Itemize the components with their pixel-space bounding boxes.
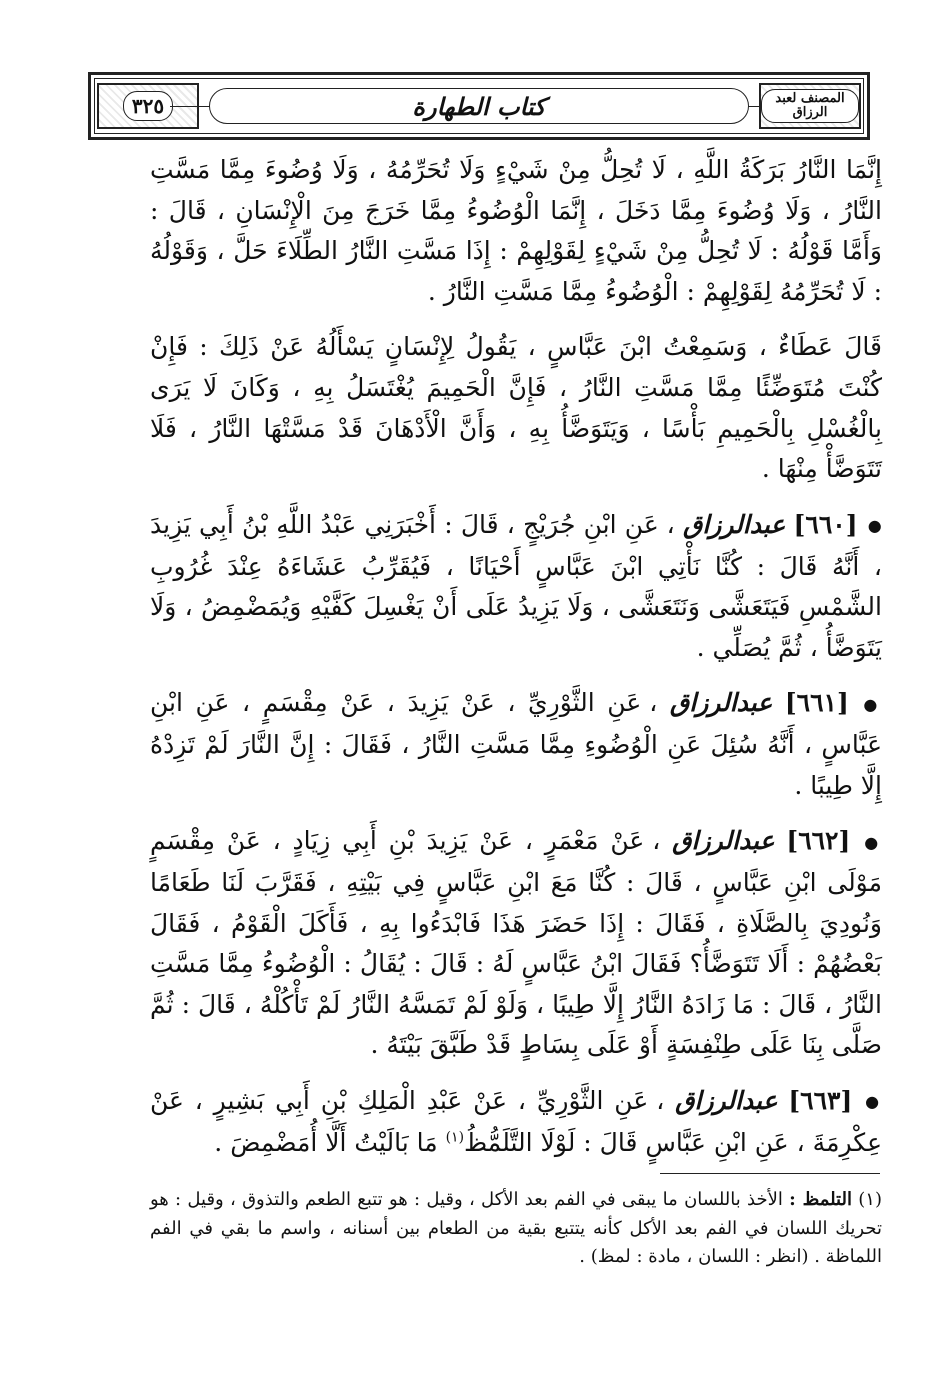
hadith-text: ، عَنِ ابْنِ جُرَيْجٍ ، قَالَ : أَخْبَرَنِي عَبْدُ اللَّهِ بْنُ أَبِي يَزِيدَ ، أَنَّهُ قَالَ : كُنَّا نَأْتِي ابْنَ عَبَّاسٍ أَحْيَانًا ، فَيُقَرِّبُ عَشَاءَهُ عِنْدَ غُرُوبِ الشَّمْسِ فَيَتَعَشَّى وَنَتَعَشَّى ، وَلَا يَزِيدُ عَلَى أَنْ يَغْسِلَ كَفَّيْهِ وَيُمَضْمِضُ ، وَلَا يَتَوَضَّأُ ، ثُمَّ يُصَلِّي .: [150, 509, 882, 662]
hadith-number: [٦٦٣]: [788, 1086, 853, 1116]
hadith-text: ، عَنِ الثَّوْرِيِّ ، عَنْ يَزِيدَ ، عَنْ مِقْسَمٍ ، عَنِ ابْنِ عَبَّاسٍ ، أَنَّهُ سُئِلَ عَنِ الْوُضُوءِ مِمَّا مَسَّتِ النَّارُ ، فَقَالَ : إِنَّ النَّارَ لَمْ تَزِدْهُ إِلَّا طِيبًا .: [150, 688, 882, 800]
bullet-icon: ●: [865, 1092, 883, 1112]
ataa-paragraph: قَالَ عَطَاءٌ ، وَسَمِعْتُ ابْنَ عَبَّاسٍ ، يَقُولُ لِإِنْسَانٍ يَسْأَلُهُ عَنْ ذَلِكَ : فَإِنْ كُنْتَ مُتَوَضِّئًا مِمَّا مَسَّتِ النَّارُ ، فَإِنَّ الْحَمِيمَ يُغْتَسَلُ بِهِ ، وَكَانَ لَا يَرَى بِالْغُسْلِ بِالْحَمِيمِ بَأْسًا ، وَيَتَوَضَّأُ بِهِ ، وَأَنَّ الْأَدْهَانَ قَدْ مَسَّتْهَا النَّارُ ، فَلَا تَتَوَضَّأْ مِنْهَا .: [150, 332, 882, 484]
hadith-number: [٦٦٢]: [786, 826, 851, 856]
hadith-663: [150, 1081, 882, 1163]
footnote-term: التلمظ :: [789, 1189, 852, 1210]
book-title: كتاب الطهارة: [412, 91, 546, 121]
bullet-icon: ●: [864, 832, 883, 852]
paragraph-gap: [150, 668, 882, 683]
footnote-text: الأخذ باللسان ما يبقى في الفم بعد الأكل ، وقيل : هو تتبع الطعم والتذوق ، وقيل : هو تحريك اللسان في الفم بعد الأكل كأنه يتتبع بقية من الطعام بين أسنانه ، واسم ما بقي في الفم اللماظة . (انظر : اللسان ، مادة : لمظ) .: [150, 1189, 882, 1267]
intro-paragraph: إِنَّمَا النَّارُ بَرَكَةُ اللَّهِ ، لَا تُحِلُّ مِنْ شَيْءٍ وَلَا تُحَرِّمُهُ ، وَلَا وُضُوءَ مِمَّا مَسَّتِ النَّارُ ، وَلَا وُضُوءَ مِمَّا دَخَلَ ، إِنَّمَا الْوُضُوءُ مِمَّا خَرَجَ مِنَ الْإِنْسَانِ ، قَالَ : وَأَمَّا قَوْلُهُ : لَا تُحِلُّ مِنْ شَيْءٍ لِقَوْلِهِمْ : إِذَا مَسَّتِ النَّارُ الطِّلَاءَ حَلَّ ، وَقَوْلُهُ : لَا تُحَرِّمُهُ لِقَوْلِهِمْ : الْوُضُوءُ مِمَّا مَسَّتِ النَّارُ .: [150, 155, 883, 306]
hadith-660: [150, 505, 882, 669]
publisher-logo: [759, 83, 861, 129]
publisher-logo-text: المصنف لعبد الرزاق: [761, 89, 859, 122]
paragraph-gap: [150, 490, 882, 505]
hadith-source: عبدالرزاق: [675, 1086, 778, 1116]
bullet-icon: ●: [863, 694, 883, 714]
hadith-text: ، عَنْ مَعْمَرٍ ، عَنْ يَزِيدَ بْنِ أَبِي زِيَادٍ ، عَنْ مِقْسَمٍ مَوْلَى ابْنِ عَبَّاسٍ ، قَالَ : كُنَّا مَعَ ابْنِ عَبَّاسٍ فِي بَيْتِهِ ، فَقَرَّبَ لَنَا طَعَامًا وَنُودِيَ بِالصَّلَاةِ ، فَقَالَ : إِذَا حَضَرَ هَذَا فَابْدَءُوا بِهِ ، فَأَكَلَ الْقَوْمُ ، فَقَالَ بَعْضُهُمْ : أَلَا تَتَوَضَّأُ؟ فَقَالَ ابْنُ عَبَّاسٍ لَهُ : قَالَ : يُقَالُ : الْوُضُوءُ مِمَّا مَسَّتِ النَّارُ ، قَالَ : مَا زَادَهُ النَّارُ إِلَّا طِيبًا ، وَلَوْ لَمْ تَمَسَّهُ النَّارُ لَمْ تَأْكُلْهُ ، قَالَ : ثُمَّ صَلَّى بِنَا عَلَى طِنْفِسَةٍ أَوْ عَلَى بِسَاطٍ قَدْ طَبَّقَ بَيْتَهُ .: [150, 826, 882, 1060]
page-number: ٣٢٥: [123, 91, 173, 121]
title-frame: [209, 88, 749, 124]
hadith-source: عبدالرزاق: [672, 826, 775, 856]
hadith-text-continued: مَا بَالَيْتُ أَلَّا أُمَضْمِضَ .: [214, 1127, 438, 1157]
main-text: [150, 150, 882, 1163]
hadith-source: عبدالرزاق: [682, 509, 786, 539]
paragraph-gap: [150, 1066, 882, 1081]
footnote-divider: [660, 1173, 880, 1174]
hadith-source: عبدالرزاق: [669, 688, 773, 718]
hadith-661: [150, 683, 882, 806]
paragraph-gap: [150, 806, 882, 821]
footnote: [150, 1186, 882, 1272]
hadith-number: [٦٦٠]: [793, 509, 858, 539]
footnote-number: (١): [858, 1189, 882, 1210]
page-header: [88, 72, 870, 140]
hadith-text: ، عَنِ الثَّوْرِيِّ ، عَنْ عَبْدِ الْمَلِكِ بْنِ أَبِي بَشِيرٍ ، عَنْ عِكْرِمَةَ ، عَنِ ابْنِ عَبَّاسٍ قَالَ : لَوْلَا التَّلَمُّظُ: [150, 1086, 882, 1157]
hadith-number: [٦٦١]: [784, 688, 849, 718]
hadith-662: [150, 821, 882, 1066]
paragraph-gap: [150, 312, 882, 327]
bullet-icon: ●: [867, 515, 882, 535]
footnote-reference[interactable]: (١): [445, 1129, 465, 1146]
